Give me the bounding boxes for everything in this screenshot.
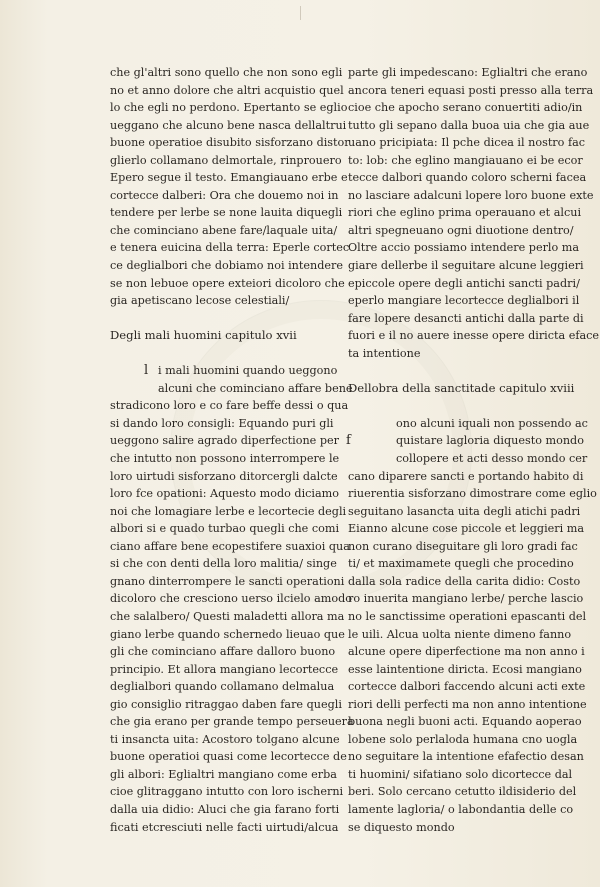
text-line: esse laintentione diricta. Ecosi mangiano [348,662,582,676]
text-line: che cominciano abene fare/laquale uita/ [110,223,338,237]
text-line: giano lerbe quando schernedo lieuao que [110,627,345,641]
left-column [110,64,354,836]
text-line: giare dellerbe il seguitare alcune leggieri [348,259,584,273]
right-paragraph-1 [348,64,600,362]
text-line: eperlo mangiare lecortecce deglialbori il [348,294,580,308]
text-line: ti insancta uita: Acostoro tolgano alcune [110,732,340,746]
text-line: alcune opere diperfectione ma non anno i [348,645,585,659]
text-line: dalla sola radice della carita didio: Costo [348,574,581,588]
text-line: ti/ et maximamete quegli che procedino [348,557,574,571]
text-line: epiccole opere degli antichi sancti padri/ [348,276,580,290]
text-line: ta intentione [348,346,421,360]
text-line: cano diparere sancti e portando habito di [348,469,584,483]
text-line: ueggono salire agrado diperfectione per [110,434,339,448]
text-line: to: lob: che eglino mangiauano ei be ecor [348,153,583,167]
text-line: ancora teneri equasi posti presso alla terra [348,83,594,97]
text-line: no et anno dolore che altri acquistio quel [110,83,344,97]
text-line: se non lebuoe opere exteiori dicoloro che [110,276,345,290]
text-line: fuori e il no auere inesse opere diricta eface [348,329,600,343]
text-line: le uili. Alcua uolta niente dimeno fanno [348,627,572,641]
text-line: collopere et acti desso mondo cer [396,452,588,466]
spacer [348,397,576,415]
text-line: ti huomini/ sifatiano solo dicortecce dal [348,767,573,781]
text-line: no le sanctissime operationi epascanti del [348,609,587,623]
text-line: riuerentia sisforzano dimostrare come eglio [348,487,597,501]
spacer [110,345,330,363]
text-line: ueggano che alcuno bene nasca dellaltrui [110,118,347,132]
text-line: ce deglialbori che dobiamo noi intendere [110,259,343,273]
text-line: che salalbero/ Questi maladetti allora ma [110,609,345,623]
left-paragraph-1 [110,64,350,310]
text-line: gnano dinterrompere le sancti operationi [110,574,345,588]
text-line: ciano affare bene ecopestifere suaxioi qua [110,539,350,553]
text-line: beri. Solo cercano cetutto ildisiderio del [348,785,577,799]
fold-mark [300,6,301,20]
text-line: tendere per lerbe se none lauita diquegli [110,206,343,220]
text-line: loro uirtudi sisforzano ditorcergli dalcte [110,469,338,483]
text-line: buona negli buoni acti. Equando aoperao [348,715,582,729]
text-line: dalla uia didio: Aluci che gia farano forti [110,802,340,816]
text-line: si che con denti della loro malitia/ singe [110,557,337,571]
text-line: che gia erano per grande tempo perseuera [110,715,354,729]
text-line: loro fce opationi: Aquesto modo diciamo [110,487,340,501]
text-line: tutto gli sepano dalla buoa uia che gia aue [348,118,590,132]
text-line: alcuni che cominciano affare bene [158,381,353,395]
text-line: lo che egli no perdono. Epertanto se eglio [110,101,348,115]
right-paragraph-2 [346,415,597,836]
guide-letter: l [144,363,149,379]
text-line: uano pricipiata: Il pche dicea il nostro fac [348,136,586,150]
text-line: deglialbori quando collamano delmalua [110,680,335,694]
text-line: tecce dalbori quando coloro scherni facea [348,171,587,185]
text-line: lobene solo perlaloda humana cno uogla [348,732,578,746]
chapter-heading-xviii: Dellobra della sanctitade capitulo xviii [348,380,575,395]
text-line: noi che lomagiare lerbe e lecortecie degli [110,504,347,518]
text-line: cioe che apocho serano conuertiti adio/in [348,101,583,115]
text-line: gli albori: Eglialtri mangiano come erba [110,767,337,781]
text-line: buone operatioe disubito sisforzano distor [110,136,350,150]
chapter-heading-xvii: Degli mali huomini capitulo xvii [110,328,297,343]
text-line: ficati etcresciuti nelle facti uirtudi/alcua [110,820,339,834]
text-line: fare lopere desancti antichi dalla parte di [348,311,584,325]
spacer [348,362,576,380]
text-line: cortecce dalberi: Ora che douemo noi in [110,188,339,202]
spacer [110,310,330,328]
text-line: no seguitare la intentione efafectio desan [348,750,584,764]
text-line: si dando loro consigli: Equando puri gli [110,416,334,430]
text-line: Epero segue il testo. Emangiauano erbe e [110,171,348,185]
text-line: se diquesto mondo [348,820,455,834]
text-line: no lasciare adalcuni lopere loro buone exte [348,188,594,202]
text-line: parte gli impedescano: Eglialtri che erano [348,66,588,79]
guide-letter: f [346,433,351,449]
text-line: Eianno alcune cose piccole et leggieri ma [348,522,585,536]
right-column [346,64,600,836]
text-line: dicoloro che cresciono uerso ilcielo amodo [110,592,353,606]
text-line: buone operatioi quasi come lecortecce de [110,750,347,764]
text-line: ono alcuni iquali non possendo ac [396,416,588,430]
text-line: cioe glitraggano intutto con loro ischerni [110,785,344,799]
text-line: stradicono loro e co fare beffe dessi o qua [110,399,349,413]
text-line: riori delli perfecti ma non anno intentione [348,697,587,711]
text-line: che intutto non possono interrompere le [110,452,340,466]
text-line: ro inuerita mangiano lerbe/ perche lascio [348,592,584,606]
text-line: glierlo collamano delmortale, rinprouero [110,153,342,167]
text-line: i mali huomini quando ueggono [158,364,338,378]
text-line: che gl'altri sono quello che non sono egli [110,66,343,79]
text-line: seguitano lasancta uita degli atichi padri [348,504,581,518]
text-line: principio. Et allora mangiano lecortecce [110,662,339,676]
left-paragraph-2 [110,362,354,836]
text-line: gia apetiscano lecose celestiali/ [110,294,290,308]
text-line: non curano diseguitare gli loro gradi fac [348,539,578,553]
text-line: quistare lagloria diquesto mondo [396,434,584,448]
text-line: lamente lagloria/ o labondantia delle co [348,802,574,816]
text-line: Oltre accio possiamo intendere perlo ma [348,241,580,255]
text-line: riori che eglino prima operauano et alcui [348,206,582,220]
text-line: e tenera euicina della terra: Eperle cortec [110,241,350,255]
text-line: gio consiglio ritraggao daben fare quegli [110,697,342,711]
text-line: gli che cominciano affare dalloro buono [110,645,336,659]
text-line: cortecce dalbori faccendo alcuni acti exte [348,680,586,694]
text-line: albori si e quado turbao quegli che comi [110,522,340,536]
text-line: altri spegneuano ogni diuotione dentro/ [348,223,574,237]
